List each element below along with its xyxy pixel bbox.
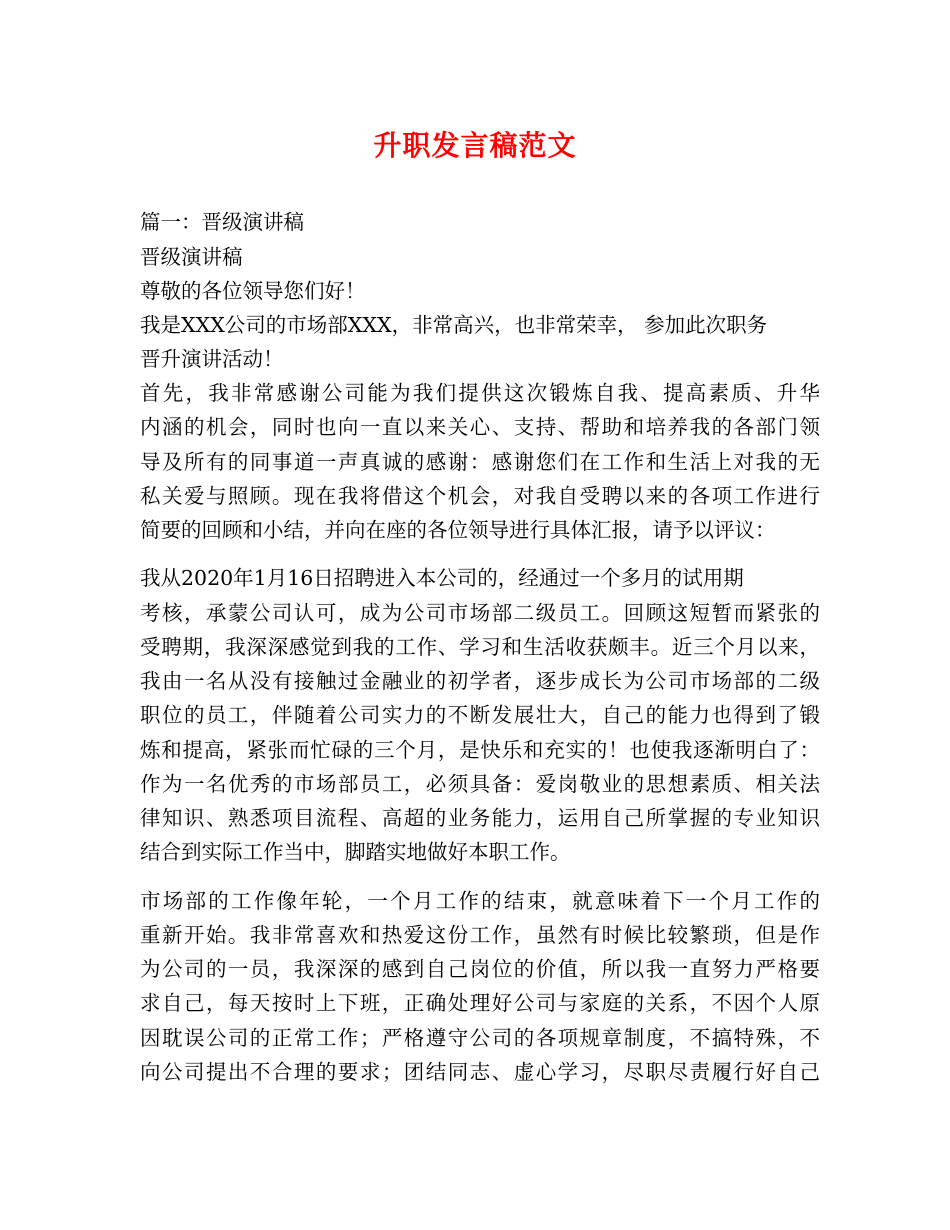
text-line: 考核，承蒙公司认可，成为公司市场部二级员工。回顾这短暂而紧张的	[140, 601, 820, 625]
text-line: 炼和提高，紧张而忙碌的三个月，是快乐和充实的！也使我逐渐明白了：	[140, 738, 820, 762]
text-line: 为公司的一员，我深深的感到自己岗位的价值，所以我一直努力严格要	[140, 957, 820, 981]
text-line: 尊敬的各位领导您们好！	[140, 279, 366, 303]
text-line: 导及所有的同事道一声真诚的感谢：感谢您们在工作和生活上对我的无	[140, 450, 820, 474]
text-line: 我是XXX公司的市场部XXX，非常高兴，也非常荣幸， 参加此次职务	[140, 313, 768, 337]
text-line: 我由一名从没有接触过金融业的初学者，逐步成长为公司市场部的二级	[140, 669, 820, 693]
text-line: 求自己，每天按时上下班，正确处理好公司与家庭的关系，不因个人原	[140, 991, 820, 1015]
text-line: 晋升演讲活动！	[140, 347, 284, 371]
text-line: 简要的回顾和小结，并向在座的各位领导进行具体汇报，请予以评议：	[140, 518, 776, 542]
text-line: 篇一：晋级演讲稿	[140, 210, 304, 234]
text-line: 内涵的机会，同时也向一直以来关心、支持、帮助和培养我的各部门领	[140, 415, 820, 439]
text-line: 结合到实际工作当中，脚踏实地做好本职工作。	[140, 840, 571, 864]
text-line: 市场部的工作像年轮，一个月工作的结束，就意味着下一个月工作的	[140, 889, 820, 913]
text-line: 职位的员工，伴随着公司实力的不断发展壮大，自己的能力也得到了锻	[140, 703, 820, 727]
document-title: 升职发言稿范文	[373, 129, 577, 162]
text-line: 律知识、熟悉项目流程、高超的业务能力，运用自己所掌握的专业知识	[140, 806, 820, 830]
text-line: 因耽误公司的正常工作；严格遵守公司的各项规章制度，不搞特殊，不	[140, 1026, 820, 1050]
text-line: 向公司提出不合理的要求；团结同志、虚心学习，尽职尽责履行好自己	[140, 1060, 820, 1084]
text-line: 我从2020年1月16日招聘进入本公司的，经通过一个多月的试用期	[140, 566, 744, 590]
text-line: 私关爱与照顾。现在我将借这个机会，对我自受聘以来的各项工作进行	[140, 484, 820, 508]
text-line: 受聘期，我深深感觉到我的工作、学习和生活收获颇丰。近三个月以来，	[140, 635, 820, 659]
text-line: 作为一名优秀的市场部员工，必须具备：爱岗敬业的思想素质、相关法	[140, 772, 820, 796]
text-line: 首先，我非常感谢公司能为我们提供这次锻炼自我、提高素质、升华	[140, 381, 820, 405]
text-line: 重新开始。我非常喜欢和热爱这份工作，虽然有时候比较繁琐，但是作	[140, 923, 820, 947]
text-line: 晋级演讲稿	[140, 245, 243, 269]
